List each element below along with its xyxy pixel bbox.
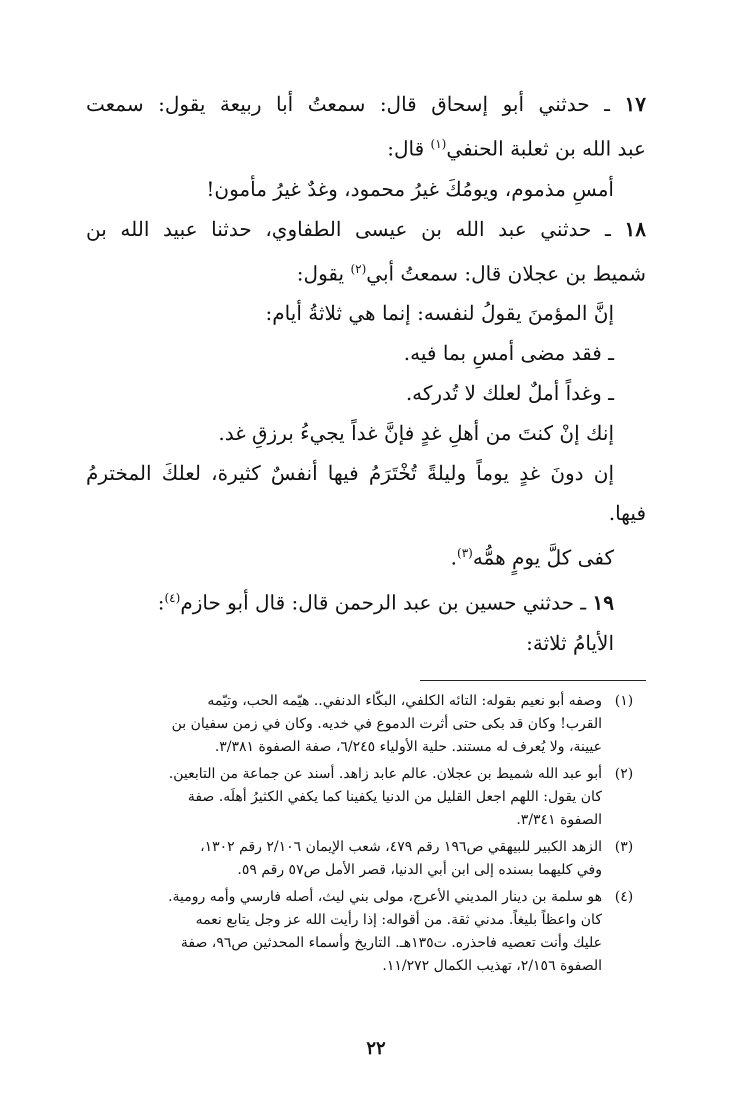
text-line <box>86 373 646 413</box>
text-line <box>86 453 646 493</box>
line-text: إنك إنْ كنتَ من أهلِ غدٍ فإنَّ غداً يجيءُ برزقِ غد. <box>218 421 614 446</box>
footnote-line: أبو عبد الله شميط بن عجلان. عالم عابد زاهد. أسند عن جماعة من التابعين. <box>168 766 602 782</box>
text-line <box>86 249 646 294</box>
text-line <box>86 623 646 663</box>
line-text: إن دونَ غدٍ يوماً وليلةً تُخْتَرَمُ فيها أنفسٌ كثيرة، لعلكَ المخترمُ <box>86 461 614 486</box>
line-text: ـ حدثني حسين بن عبد الرحمن قال: قال أبو حازم <box>180 590 587 615</box>
line-text-end: يقول: <box>296 261 351 286</box>
footnote-ref[interactable]: (٣) <box>457 546 473 561</box>
line-text: أمسِ مذموم، ويومُكَ غيرُ محمود، وغدٌ غيرُ مأمون! <box>206 176 614 201</box>
hadith-number: ١٩ <box>592 590 614 615</box>
text-line <box>86 293 646 333</box>
line-text-end: : <box>157 590 165 615</box>
line-text: إنَّ المؤمنَ يقولُ لنفسه: إنما هي ثلاثةُ أيام: <box>265 301 614 326</box>
text-line <box>86 124 646 169</box>
footnote-line: عليك وأنت تعصيه فاحذره. ت١٣٥هـ. التاريخ وأسماء المحدثين ص٩٦، صفة <box>180 935 602 951</box>
footnote-line: هو سلمة بن دينار المديني الأعرج، مولى بني ليث، أصله فارسي وأمه رومية. <box>168 889 602 905</box>
footnote-text <box>86 886 602 978</box>
line-text: ـ حدثني عبد الله بن عيسى الطفاوي، حدثنا عبيد الله بن <box>86 216 611 241</box>
hadith-number: ١٨ <box>624 216 646 241</box>
text-line <box>86 533 646 578</box>
text-line <box>86 84 646 124</box>
footnote-ref[interactable]: (٤) <box>164 590 181 605</box>
footnote-text <box>86 763 602 832</box>
text-line <box>86 333 646 373</box>
footnote-text <box>86 836 602 882</box>
footnote <box>86 886 646 978</box>
footnote <box>86 763 646 832</box>
line-text: ـ وغداً أملٌ لعلك لا تُدركه. <box>405 381 614 406</box>
footnote-line: وصفه أبو نعيم بقوله: التائه الكلفي، البكّاء الدنفي.. هيّمه الحب، وتيّمه <box>207 693 602 709</box>
line-text: كفى كلَّ يومٍ همُّه <box>472 545 614 570</box>
footnote-ref[interactable]: (١) <box>430 137 447 151</box>
footnote-line: كان يقول: اللهم اجعل القليل من الدنيا يكفينا كما يكفي الكثيرُ أهلَه. صفة <box>187 789 602 805</box>
footnote-ref[interactable]: (٢) <box>350 261 367 276</box>
main-text <box>86 84 646 663</box>
line-text: الأيامُ ثلاثة: <box>526 630 614 655</box>
footnote-line: الصفوة ٢/١٥٦، تهذيب الكمال ١١/٢٧٢. <box>382 958 602 974</box>
footnote-line: عيينة، ولا يُعرف له مستند. حلية الأولياء ٦/٢٤٥، صفة الصفوة ٣/٣٨١. <box>214 739 602 755</box>
line-text: فيها. <box>608 501 646 526</box>
footnote-line: الزهد الكبير للبيهقي ص١٩٦ رقم ٤٧٩، شعب الإيمان ٢/١٠٦ رقم ١٣٠٢، <box>200 839 602 855</box>
text-line <box>86 578 646 623</box>
footnote-line: الصفوة ٣/٣٤١. <box>516 812 602 828</box>
footnote-marker: (٤) <box>614 889 634 905</box>
footnote-marker: (٢) <box>614 766 634 782</box>
text-line <box>86 169 646 209</box>
page-number: ٢٢ <box>366 1038 386 1059</box>
line-text-end: . <box>450 545 457 570</box>
footnote <box>86 690 646 759</box>
footnote-marker: (١) <box>614 693 634 709</box>
footnote-line: القرب! وكان قد بكى حتى أثرت الدموع في خديه. وكان في زمن سفيان بن <box>171 716 602 732</box>
line-text: شميط بن عجلان قال: سمعتُ أبي <box>366 261 646 286</box>
footnote-text <box>86 690 602 759</box>
footnote-divider <box>420 680 646 681</box>
line-text-end: قال: <box>387 136 431 161</box>
line-text: عبد الله بن ثعلبة الحنفي <box>446 136 646 161</box>
footnotes <box>86 690 646 982</box>
text-line <box>86 209 646 249</box>
footnote-line: وفي كليهما بسنده إلى ابن أبي الدنيا، قصر الأمل ص٥٧ رقم ٥٩. <box>237 862 602 878</box>
footnote <box>86 836 646 882</box>
hadith-number: ١٧ <box>624 92 646 116</box>
line-text: ـ حدثني أبو إسحاق قال: سمعتُ أبا ربيعة يقول: سمعت <box>86 92 611 116</box>
footnote-line: كان واعظاً بليغاً. مدني ثقة. من أقواله: إذا رأيت الله عز وجل يتابع نعمه <box>195 912 602 928</box>
footnote-marker: (٣) <box>614 839 634 855</box>
line-text: ـ فقد مضى أمسِ بما فيه. <box>403 341 614 366</box>
text-line <box>86 493 646 533</box>
text-line <box>86 413 646 453</box>
